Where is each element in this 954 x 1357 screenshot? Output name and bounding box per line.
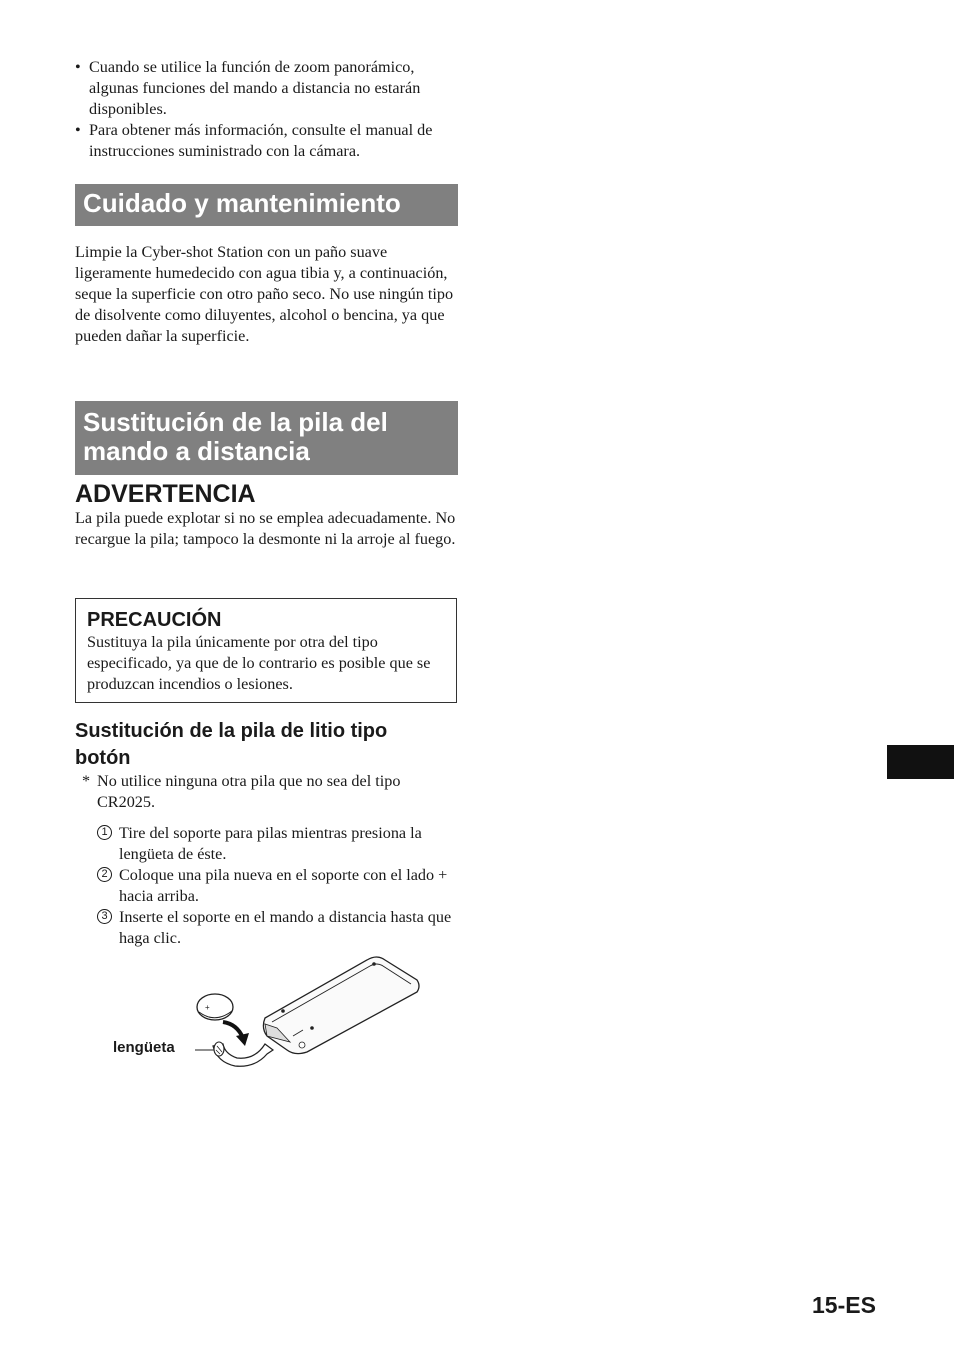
remote-control-illustration (105, 950, 425, 1085)
bullet-text: Cuando se utilice la función de zoom panorámico, algunas funciones del mando a distancia no estarán disponibles. (89, 58, 421, 118)
caution-box (75, 598, 457, 703)
caution-text: Sustituya la pila únicamente por otra del tipo especificado, ya que de lo contrario es posible que se produzcan incendios o lesiones. (87, 633, 431, 693)
step-text: Tire del soporte para pilas mientras presiona la lengüeta de éste. (119, 824, 422, 863)
care-heading-text: Cuidado y mantenimiento (83, 188, 401, 218)
note-text: No utilice ninguna otra pila que no sea del tipo CR2025. (97, 772, 401, 811)
step-item (97, 907, 457, 949)
warning-title: ADVERTENCIA (75, 480, 256, 508)
lithium-note (82, 771, 458, 813)
battery-heading-line2: mando a distancia (83, 436, 310, 466)
step-number-circle: 2 (97, 867, 112, 882)
step-text: Inserte el soporte en el mando a distancia hasta que haga clic. (119, 908, 452, 947)
care-paragraph: Limpie la Cyber-shot Station con un paño suave ligeramente humedecido con agua tibia y, a continuación, seque la superficie con otro paño seco. No use ningún tipo de disolvente como diluyentes, alcohol o bencina, ya que pueden dañar la superficie. (75, 243, 454, 345)
bullet-marker: • (75, 121, 81, 139)
step-item (97, 823, 457, 865)
list-item (75, 120, 465, 162)
steps-list (97, 823, 457, 949)
list-item (75, 57, 465, 120)
step-number-circle: 1 (97, 825, 112, 840)
battery-heading-line1: Sustitución de la pila del (83, 407, 388, 437)
step-number-circle: 3 (97, 909, 112, 924)
caution-title: PRECAUCIÓN (87, 609, 222, 631)
step-item (97, 865, 457, 907)
lithium-heading (75, 718, 458, 772)
note-marker: * (82, 772, 91, 790)
warning-text: La pila puede explotar si no se emplea adecuadamente. No recargue la pila; tampoco la desmonte ni la arroje al fuego. (75, 509, 456, 548)
battery-plus-mark: + (205, 1003, 210, 1012)
intro-bullet-list (75, 57, 465, 162)
bullet-text: Para obtener más información, consulte el manual de instrucciones suministrado con la cámara. (89, 121, 433, 160)
tab-label: lengüeta (113, 1039, 175, 1056)
step-text: Coloque una pila nueva en el soporte con el lado + hacia arriba. (119, 866, 448, 905)
section-tab-marker (887, 745, 954, 779)
lithium-heading-line2: botón (75, 747, 131, 769)
battery-heading (75, 401, 458, 475)
bullet-marker: • (75, 58, 81, 76)
lithium-heading-line1: Sustitución de la pila de litio tipo (75, 720, 388, 742)
page-number: 15-ES (812, 1292, 876, 1318)
care-heading (75, 184, 458, 226)
